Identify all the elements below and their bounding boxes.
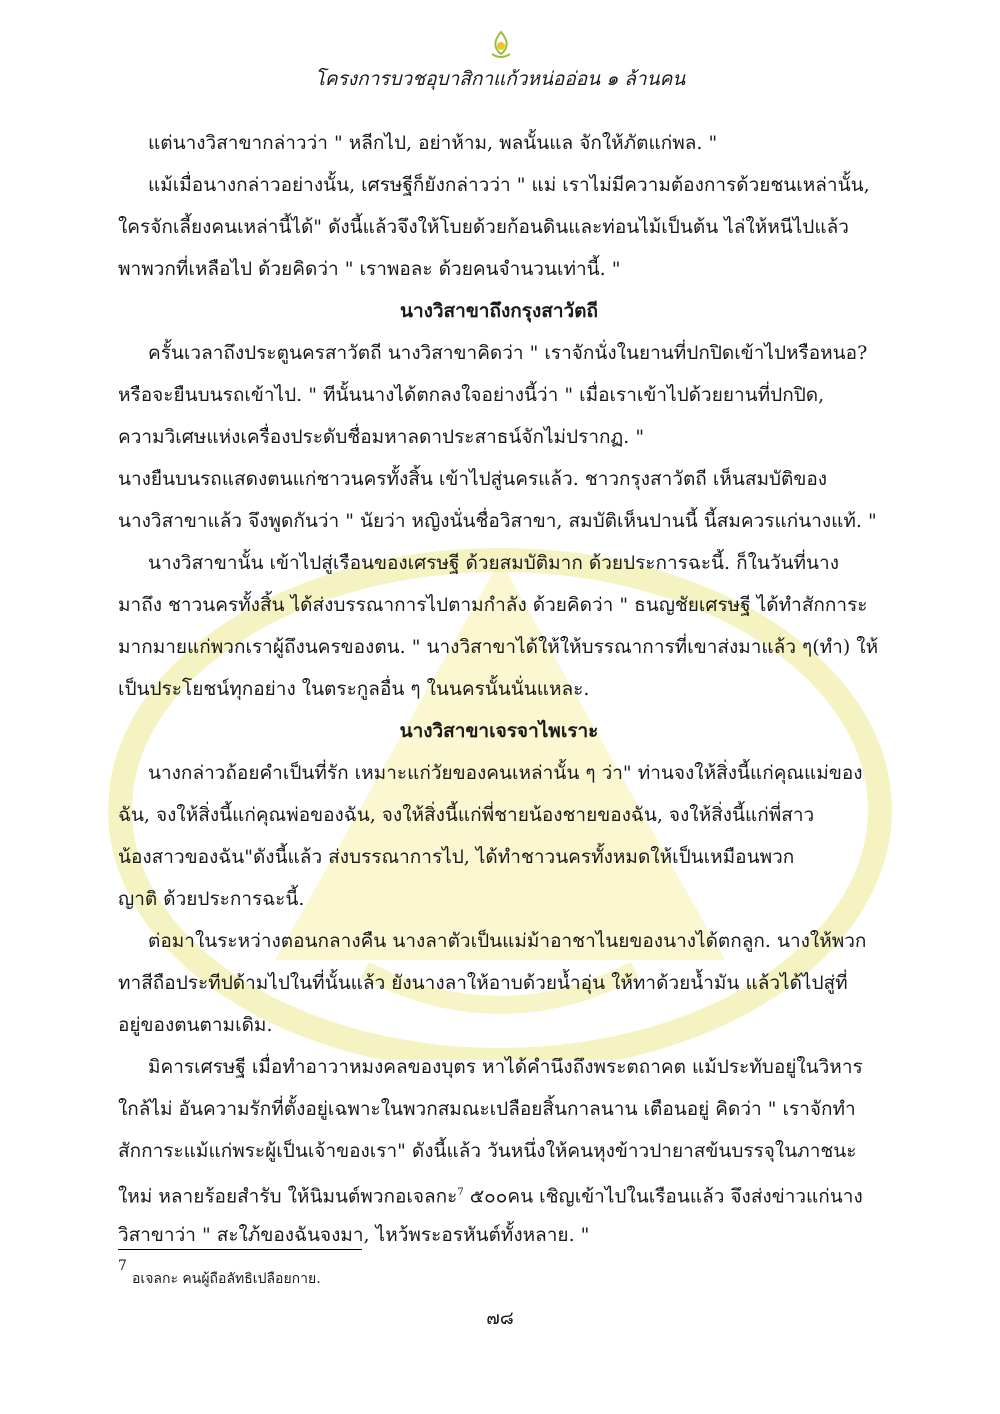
paragraph-line [118,122,880,164]
line-text: ทาสีถือประทีปด้ามไปในที่นั้นแล้ว ยังนางลาให้อาบด้วยน้ำอุ่น ให้ทาด้วยน้ำมัน แล้วได้ไปสู่ที่ [118,972,848,994]
line-text: หรือจะยืนบนรถเข้าไป. " ทีนั้นนางได้ตกลงใจอย่างนี้ว่า " เมื่อเราเข้าไปด้วยยานที่ปกปิด, [118,384,825,406]
line-text: นางวิสาขาแล้ว จึงพูดกันว่า " นัยว่า หญิงนั่นชื่อวิสาขา, สมบัติเห็นปานนี้ นี้สมควรแก่นางแท้. " [118,510,877,532]
line-text: แต่นางวิสาขากล่าวว่า " หลีกไป, อย่าห้าม, พลนั้นแล จักให้ภัตแก่พล. " [148,132,718,154]
body-text [118,122,880,1256]
paragraph-line [118,500,880,542]
paragraph-line [118,920,880,962]
line-text-continued: ๕๐๐คน เชิญเข้าไปในเรือนแล้ว จึงส่งข่าวแก่นาง [463,1185,863,1208]
line-text: พาพวกที่เหลือไป ด้วยคิดว่า " เราพอละ ด้วยคนจำนวนเท่านี้. " [118,258,621,280]
line-text: ใหม่ หลายร้อยสำรับ ให้นิมนต์พวกอเจลกะ [118,1185,458,1208]
line-text: ต่อมาในระหว่างตอนกลางคืน นางลาตัวเป็นแม่ม้าอาชาไนยของนางได้ตกลูก. นางให้พวก [148,930,867,952]
paragraph-line [118,416,880,458]
paragraph-line [118,164,880,206]
line-text: แม้เมื่อนางกล่าวอย่างนั้น, เศรษฐีก็ยังกล่าวว่า " แม่ เราไม่มีความต้องการด้วยชนเหล่านั้น, [148,174,870,196]
line-text: อยู่ของตนตามเดิม. [118,1014,273,1036]
line-text: นางกล่าวถ้อยคำเป็นที่รัก เหมาะแก่วัยของคนเหล่านั้น ๆ ว่า" ท่านจงให้สิ่งนี้แก่คุณแม่ของ [148,762,863,784]
line-text: เป็นประโยชน์ทุกอย่าง ในตระกูลอื่น ๆ ในนครนั้นนั่นแหละ. [118,678,590,700]
paragraph-line [118,584,880,626]
paragraph-line [118,626,880,668]
header-title: โครงการบวชอุบาสิกาแก้วหน่ออ่อน ๑ ล้านคน [314,68,686,90]
line-text: นางยืนบนรถแสดงตนแก่ชาวนครทั้งสิ้น เข้าไปสู่นครแล้ว. ชาวกรุงสาวัตถี เห็นสมบัติของ [118,468,828,490]
line-text: ใครจักเลี้ยงคนเหล่านี้ได้" ดังนี้แล้วจึงให้โบยด้วยก้อนดินและท่อนไม้เป็นต้น ไล่ให้หนีไปแล้ว [118,216,849,238]
footnote-reference: 7 [457,1187,464,1198]
line-text: ครั้นเวลาถึงประตูนครสาวัตถี นางวิสาขาคิดว่า " เราจักนั่งในยานที่ปกปิดเข้าไปหรือหนอ? [148,342,868,364]
paragraph-line [118,878,880,920]
paragraph-line [118,248,880,290]
paragraph-line [118,794,880,836]
paragraph-line [118,1214,880,1256]
paragraph-line [118,1088,880,1130]
paragraph-line [118,1004,880,1046]
section-heading [118,290,880,332]
line-text: ความวิเศษแห่งเครื่องประดับชื่อมหาลดาประสาธน์จักไม่ปรากฏ. " [118,426,645,448]
line-text: มาถึง ชาวนครทั้งสิ้น ได้ส่งบรรณาการไปตามกำลัง ด้วยคิดว่า " ธนญชัยเศรษฐี ได้ทำสักการะ [118,594,868,616]
line-text: ญาติ ด้วยประการฉะนี้. [118,888,305,910]
paragraph-line [118,836,880,878]
line-text: มากมายแก่พวกเราผู้ถึงนครของตน. " นางวิสาขาได้ให้ให้บรรณาการที่เขาส่งมาแล้ว ๆ(ทำ) ให้ [118,636,879,658]
footnote-number: 7 [118,1258,127,1274]
line-text: นางวิสาขานั้น เข้าไปสู่เรือนของเศรษฐี ด้วยสมบัติมาก ด้วยประการฉะนี้. ก็ในวันที่นาง [148,552,839,574]
paragraph-line [118,1130,880,1172]
line-text: นางวิสาขาเจรจาไพเราะ [399,720,599,742]
line-text: นางวิสาขาถึงกรุงสาวัตถี [399,300,599,322]
line-text: น้องสาวของฉัน"ดังนี้แล้ว ส่งบรรณาการไป, ได้ทำชาวนครทั้งหมดให้เป็นเหมือนพวก [118,846,795,868]
line-text: สักการะแม้แก่พระผู้เป็นเจ้าของเรา" ดังนี้แล้ว วันหนึ่งให้คนหุงข้าวปายาสข้นบรรจุในภาชนะ [118,1140,857,1162]
paragraph-line [118,1172,880,1214]
line-text: วิสาขาว่า " สะใภ้ของฉันจงมา, ไหว้พระอรหันต์ทั้งหลาย. " [118,1224,590,1246]
paragraph-line [118,542,880,584]
paragraph-line [118,206,880,248]
page-number: ๗๘ [486,1308,514,1329]
line-text: ใกล้ไม่ อันความรักที่ตั้งอยู่เฉพาะในพวกสมณะเปลือยสิ้นกาลนาน เตือนอยู่ คิดว่า " เราจักทำ [118,1098,856,1120]
line-text: ฉัน, จงให้สิ่งนี้แก่คุณพ่อของฉัน, จงให้สิ่งนี้แก่พี่ชายน้องชายของฉัน, จงให้สิ่งนี้แก่พี่สาว [118,804,815,826]
paragraph-line [118,332,880,374]
paragraph-line [118,374,880,416]
paragraph-line [118,458,880,500]
footnote-text: อเจลกะ คนผู้ถือลัทธิเปลือยกาย. [132,1271,321,1287]
line-text: มิคารเศรษฐี เมื่อทำอาวาหมงคลของบุตร หาได้คำนึงถึงพระตถาคต แม้ประทับอยู่ในวิหาร [148,1056,863,1078]
lotus-flame-logo-icon [488,30,514,60]
paragraph-line [118,668,880,710]
paragraph-line [118,1046,880,1088]
paragraph-line [118,962,880,1004]
section-heading [118,710,880,752]
paragraph-line [118,752,880,794]
